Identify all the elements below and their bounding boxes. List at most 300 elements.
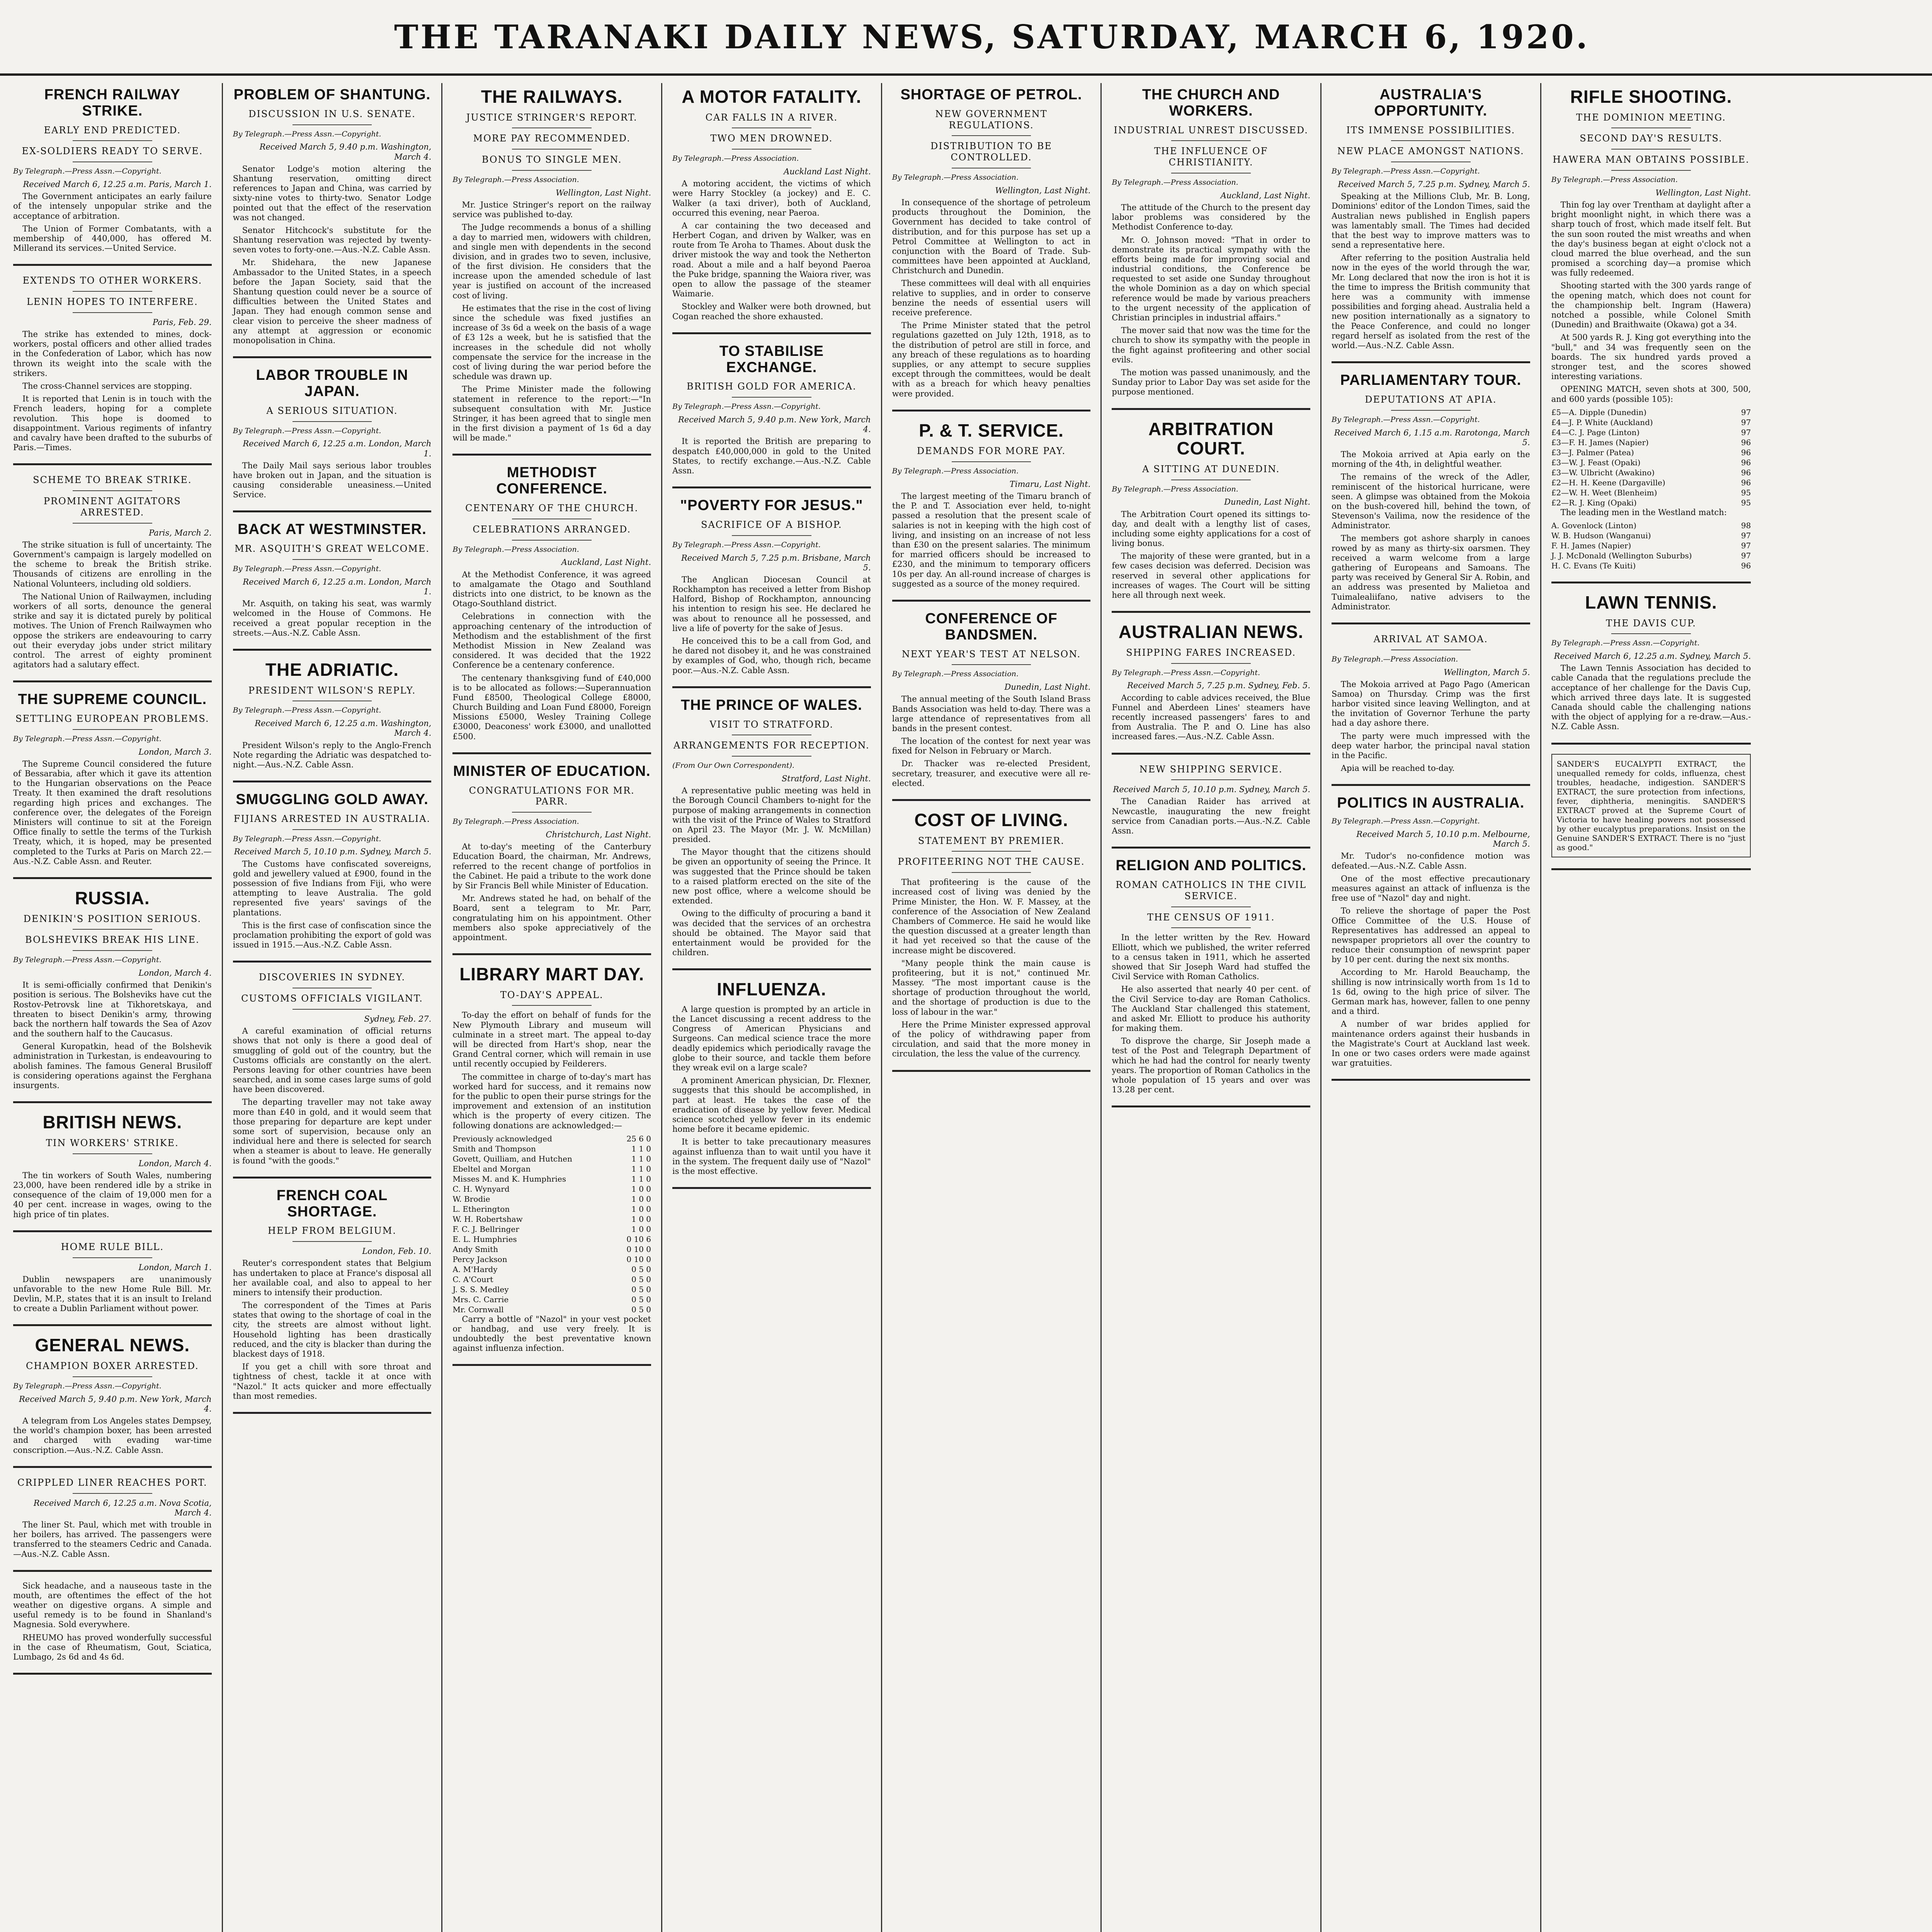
score: 96	[1741, 457, 1751, 467]
section-divider	[1551, 582, 1751, 583]
divider-rule	[512, 170, 591, 171]
article-byline: By Telegraph.—Press Assn.—Copyright.	[233, 565, 381, 573]
article-paragraph: President Wilson's reply to the Anglo-French Note regarding the Adriatic was despatched to-night.—Aus.-N.Z. Cable Assn.	[233, 740, 432, 769]
article-paragraph: The tin workers of South Wales, numbering 23,000, have been rendered idle by a strike in consequence of the claim of 19,000 men for a 40 per cent. increase in wages, owing to the high price of tin plates.	[13, 1170, 212, 1219]
article-subheading: CHAMPION BOXER ARRESTED.	[26, 1361, 199, 1372]
section-divider	[892, 600, 1091, 602]
article-paragraph: One of the most effective precautionary measures against an attack of influenza is the free use of "Nazol" day and night.	[1332, 874, 1530, 903]
article-subheading: THE CENSUS OF 1911.	[1147, 912, 1275, 923]
donor-name: Mr. Cornwall	[452, 1304, 504, 1314]
article-headline: RIFLE SHOOTING.	[1570, 87, 1732, 107]
article-headline: SHORTAGE OF PETROL.	[900, 87, 1082, 103]
section-divider	[1332, 622, 1530, 624]
article-headline: THE ADRIATIC.	[265, 659, 399, 680]
article-byline: By Telegraph.—Press Assn.—Copyright.	[233, 834, 381, 843]
donation-amount: 1 1 0	[631, 1154, 651, 1163]
news-column	[882, 83, 1102, 1932]
article	[13, 275, 212, 452]
article	[452, 764, 651, 942]
table-row	[452, 1254, 651, 1264]
divider-rule	[73, 140, 152, 141]
section-divider	[672, 332, 871, 334]
section-divider	[1112, 611, 1310, 613]
article-subheading: TO-DAY'S APPEAL.	[500, 989, 604, 1000]
article-subheading: SCHEME TO BREAK STRIKE.	[33, 474, 192, 486]
table-row	[452, 1244, 651, 1254]
table-row	[1551, 551, 1751, 561]
article-dateline: Dunedin, Last Night.	[1004, 682, 1091, 692]
score: 97	[1741, 531, 1751, 540]
divider-rule	[73, 729, 152, 730]
score: 96	[1741, 437, 1751, 447]
table-row	[452, 1164, 651, 1174]
article-subheading: BOLSHEVIKS BREAK HIS LINE.	[25, 934, 200, 946]
article-paragraph: Speaking at the Millions Club, Mr. B. Long, Dominions' editor of the London Times, said the Australian news published in English papers was lamentably small. The Times had decided that the best way to improve matters was to send a representative here.	[1332, 192, 1530, 250]
results-table	[1551, 407, 1751, 508]
article-subheading: DENIKIN'S POSITION SERIOUS.	[23, 913, 202, 924]
article-paragraph: The Prime Minister stated that the petrol regulations gazetted on July 12th, 1918, as to the distribution of petrol are still in force, and any breach of these regulations as to hoarding supplies, or any attempt to secure supplies except through the committees, would be dealt with as a breach for which heavy penalties were provided.	[892, 321, 1091, 398]
article-byline: By Telegraph.—Press Association.	[1112, 178, 1238, 187]
article-paragraph: Senator Lodge's motion altering the Shantung reservation, omitting direct references to Japan and China, was carried by sixty-nine votes to thirty-two. Senator Lodge pointed out that the effect of the reservation was not changed.	[233, 164, 432, 222]
prize-winner: £4—C. J. Page (Linton)	[1551, 427, 1640, 437]
section-divider	[233, 1177, 432, 1179]
article-paragraph: A telegram from Los Angeles states Dempsey, the world's champion boxer, has been arrested and charged with evading war-time conscription.—Aus.-N.Z. Cable Assn.	[13, 1416, 212, 1455]
score: 96	[1741, 447, 1751, 457]
article-paragraph: It is reported the British are preparing to despatch £40,000,000 in gold to the United States, to rectify exchange.—Aus.-N.Z. Cable Assn.	[672, 437, 871, 475]
article-paragraph: The annual meeting of the South Island Brass Bands Association was held to-day. There was a large attendance of representatives from all bands in the present contest.	[892, 694, 1091, 733]
article-headline: INFLUENZA.	[717, 979, 827, 1000]
article-paragraph: The departing traveller may not take away more than £40 in gold, and it would seem that those preparing for departure are kept under some sort of supervision, because only an individual here and there is selected for search when a steamer is about to leave. He generally is found "with the goods."	[233, 1097, 432, 1165]
section-divider	[892, 1070, 1091, 1072]
section-divider	[1551, 743, 1751, 745]
article	[1112, 622, 1310, 742]
article-subheading: HELP FROM BELGIUM.	[268, 1225, 396, 1236]
article	[13, 1242, 212, 1314]
article-dateline: Received March 5, 9.40 p.m. Washington, March 4.	[259, 142, 432, 162]
table-row	[452, 1154, 651, 1164]
table-row	[452, 1234, 651, 1244]
divider-rule	[1171, 779, 1250, 780]
table-row	[1551, 468, 1751, 478]
article-paragraph: A prominent American physician, Dr. Flexner, suggests that this should be accomplished, in part at least. He takes the case of the eradication of disease by yellow fever. Medical science scotched yellow fever in its endemic home before it became epidemic.	[672, 1076, 871, 1134]
article	[672, 498, 871, 675]
article-paragraph: That profiteering is the cause of the increased cost of living was denied by the Prime Minister, the Hon. W. F. Massey, at the conference of the Association of New Zealand Chambers of Commerce. He said he would like the question discussed at a greater length than it had yet received so that the cause of the increase might be discovered.	[892, 878, 1091, 955]
donor-name: L. Etherington	[452, 1204, 510, 1214]
section-divider	[892, 410, 1091, 412]
article-paragraph: The mover said that now was the time for the church to show its sympathy with the people in the fight against profiteering and other social evils.	[1112, 326, 1310, 364]
article-paragraph: At 500 yards R. J. King got everything into the "bull," and 34 was frequently seen on the boards. The six hundred yards proved a stronger test, and the scores showed interesting variations.	[1551, 333, 1751, 381]
article-headline: AUSTRALIA'S OPPORTUNITY.	[1374, 87, 1488, 119]
donation-amount: 1 0 0	[631, 1224, 651, 1234]
article-subheading: HAWERA MAN OBTAINS POSSIBLE.	[1553, 154, 1750, 165]
section-divider	[1332, 784, 1530, 786]
article	[892, 611, 1091, 788]
article-paragraph: The Mayor thought that the citizens should be given an opportunity of seeing the Prince. It was suggested that the Prince should be taken to a raised platform erected on the site of the new post office, where a welcome should be extended.	[672, 847, 871, 906]
donation-amount: 0 5 0	[631, 1284, 651, 1294]
article-headline: RELIGION AND POLITICS.	[1116, 857, 1306, 874]
article-paragraph: This is the first case of confiscation since the proclamation prohibiting the export of gold was issued in 1915.—Aus.-N.Z. Cable Assn.	[233, 920, 432, 950]
article-byline: By Telegraph.—Press Assn.—Copyright.	[1332, 817, 1480, 826]
article-dateline: Received March 5, 7.25 p.m. Sydney, Feb. 5.	[1127, 681, 1310, 690]
article-dateline: Christchurch, Last Night.	[546, 830, 651, 840]
prize-winner: £3—W. Ulbricht (Awakino)	[1551, 468, 1655, 477]
article-paragraph: The Customs have confiscated sovereigns, gold and jewellery valued at £900, found in the possession of five Indians from Fiji, who were attempting to leave Australia. The gold represented five years' savings of the plantations.	[233, 859, 432, 917]
donation-amount: 0 5 0	[631, 1264, 651, 1274]
leading-table	[1551, 520, 1751, 571]
table-row	[452, 1144, 651, 1154]
article-paragraph: Mr. O. Johnson moved: "That in order to demonstrate its practical sympathy with the efforts being made for improving social and industrial conditions, the Conference be requested to set aside one Sunday throughout the whole Dominion as a day on which special reference would be made by various preachers to the urgent necessity of the application of Christian principles in industrial affairs."	[1112, 235, 1310, 323]
article-paragraph: The majority of these were granted, but in a few cases decision was deferred. Decision was reserved in several other applications for increases of wages. The Court will be sitting here all through next week.	[1112, 551, 1310, 600]
article-byline: By Telegraph.—Press Assn.—Copyright.	[13, 1381, 162, 1390]
article-byline: By Telegraph.—Press Assn.—Copyright.	[672, 540, 821, 549]
article-subheading: HOME RULE BILL.	[61, 1241, 164, 1252]
article-paragraph: The strike situation is full of uncertainty. The Government's campaign is largely modelled on the scheme to break the British strike. Thousands of citizens are enrolling in the National Volunteers, including old soldiers.	[13, 540, 212, 588]
article	[1551, 754, 1751, 857]
donor-name: A. M'Hardy	[452, 1264, 498, 1274]
section-divider	[672, 486, 871, 488]
divider-rule	[512, 540, 591, 541]
article-headline: A MOTOR FATALITY.	[682, 87, 862, 107]
article-dateline: Stratford, Last Night.	[782, 774, 871, 783]
news-column	[442, 83, 662, 1932]
article-dateline: Received March 5, 9.40 p.m. New York, March 4.	[678, 415, 871, 434]
article-paragraph: It is reported that Lenin is in touch with the French leaders, hoping for a complete revolution. This hope is doomed to disappointment. Various regiments of infantry and cavalry have been drafted to the suburbs of Paris.—Times.	[13, 394, 212, 452]
section-divider	[1112, 847, 1310, 849]
article-paragraph: The correspondent of the Times at Paris states that owing to the shortage of coal in the city, the streets are almost without light. Household lighting has been drastically reduced, and the city is blacker than during the blackest days of 1918.	[233, 1301, 432, 1359]
article-subheading: NEW GOVERNMENT REGULATIONS.	[935, 108, 1048, 131]
article-paragraph: The Arbitration Court opened its sittings to-day, and dealt with a lengthy list of cases, including some eighty applications for a cost of living bonus.	[1112, 509, 1310, 548]
article-subheading: BRITISH GOLD FOR AMERICA.	[686, 381, 857, 392]
table-row	[452, 1224, 651, 1234]
article	[233, 87, 432, 345]
divider-rule	[73, 950, 152, 951]
article-dateline: London, March 1.	[138, 1262, 212, 1272]
article-subheading: ITS IMMENSE POSSIBILITIES.	[1346, 124, 1515, 136]
table-row	[452, 1214, 651, 1224]
score: 95	[1741, 498, 1751, 507]
donor-name: W. Brodie	[452, 1194, 490, 1204]
article-paragraph: Dr. Thacker was re-elected President, secretary, treasurer, and executive were all re-elected.	[892, 759, 1091, 788]
article	[672, 980, 871, 1176]
article	[13, 474, 212, 670]
section-divider	[233, 510, 432, 512]
prize-winner: £2—H. H. Keene (Dargaville)	[1551, 478, 1665, 487]
article-dateline: Received March 5, 9.40 p.m. New York, March 4.	[19, 1394, 212, 1413]
article-paragraph: The party were much impressed with the deep water harbor, the principal naval station in the Pacific.	[1332, 731, 1530, 760]
article-dateline: Wellington, March 5.	[1444, 667, 1530, 677]
shooter-name: J. J. McDonald (Wellington Suburbs)	[1551, 551, 1692, 560]
article-byline: By Telegraph.—Press Association.	[452, 545, 579, 554]
article-subheading: THE INFLUENCE OF CHRISTIANITY.	[1154, 146, 1268, 168]
article-paragraph: Celebrations in connection with the approaching centenary of the introduction of Methodism and the establishment of the first Methodist Mission in New Zealand was considered. It was decided that the 1922 Conference be a centenary conference.	[452, 612, 651, 670]
section-divider	[1112, 753, 1310, 755]
donor-name: Percy Jackson	[452, 1254, 507, 1264]
divider-rule	[73, 929, 152, 930]
advertisement: SANDER'S EUCALYPTI EXTRACT, the unequalled remedy for colds, influenza, chest troubles, headache, indigestion. SANDER'S EXTRACT, the sure protection from infections, fever, diphtheria, meningitis. SANDER'S EXTRACT proved at the Supreme Court of Victoria to have healing powers not possessed by other eucalyptus preparations. Insist on the Genuine SANDER'S EXTRACT. There is no "just as good."	[1551, 754, 1751, 857]
article-paragraph: Here the Prime Minister expressed approval of the policy of withdrawing paper from circulation, and said that the more money in circulation, the less the value of the currency.	[892, 1020, 1091, 1059]
article	[1551, 87, 1751, 571]
article-subheading: CONGRATULATIONS FOR MR. PARR.	[469, 785, 635, 807]
divider-rule	[1391, 410, 1470, 411]
article-subheading: INDUSTRIAL UNREST DISCUSSED.	[1114, 124, 1308, 136]
divider-rule	[73, 490, 152, 491]
article-headline: COST OF LIVING.	[914, 810, 1068, 830]
score: 97	[1741, 551, 1751, 560]
article-paragraph: A large question is prompted by an article in the Lancet discussing a recent address to the Congress of American Physicians and Surgeons. Can medical science trace the more deadly epidemics which periodically ravage the globe to their source, and tackle them before they wreak evil on a large scale?	[672, 1004, 871, 1073]
score: 97	[1741, 407, 1751, 417]
divider-rule	[293, 1009, 372, 1010]
article-byline: By Telegraph.—Press Association.	[452, 817, 579, 826]
section-divider	[13, 877, 212, 879]
article-paragraph: If you get a chill with sore throat and tightness of chest, tackle it at once with "Nazol." It acts quicker and more effectually than most remedies.	[233, 1362, 432, 1401]
article-paragraph: It is semi-officially confirmed that Denikin's position is serious. The Bolsheviks have cut the Rostov-Petrovsk line at Tikhoretskaya, and threaten to bisect Denikin's army, throwing back the northern half towards the Sea of Azov and the southern half to the Caucasus.	[13, 980, 212, 1039]
article	[13, 87, 212, 253]
article-subheading: ARRIVAL AT SAMOA.	[1373, 633, 1488, 645]
score: 98	[1741, 520, 1751, 530]
section-divider	[672, 686, 871, 688]
divider-rule	[1171, 663, 1250, 664]
article-paragraph: He conceived this to be a call from God, and he dared not disobey it, and he was constrained by examples of God, who, though rich, became poor.—Aus.-N.Z. Cable Assn.	[672, 636, 871, 675]
table-row	[1551, 427, 1751, 437]
article-paragraph: The motion was passed unanimously, and the Sunday prior to Labor Day was set aside for the purpose mentioned.	[1112, 367, 1310, 397]
divider-rule	[1391, 140, 1470, 141]
article-paragraph: Apia will be reached to-day.	[1341, 764, 1455, 773]
article-byline: By Telegraph.—Press Association.	[672, 154, 799, 163]
section-divider	[452, 1364, 651, 1366]
article-byline: By Telegraph.—Press Association.	[892, 467, 1019, 476]
article-byline: By Telegraph.—Press Assn.—Copyright.	[233, 426, 381, 435]
article-paragraph: Sick headache, and a nauseous taste in the mouth, are oftentimes the effect of the hot weather on digestive organs. A simple and useful remedy is to be found in Shanland's Magnesia. Sold everywhere.	[13, 1581, 212, 1629]
divider-rule	[1611, 149, 1691, 150]
donor-name: W. H. Robertshaw	[452, 1214, 523, 1224]
article	[892, 810, 1091, 1059]
section-divider	[233, 649, 432, 651]
article-byline: By Telegraph.—Press Assn.—Copyright.	[1332, 415, 1480, 424]
divider-rule	[293, 1241, 372, 1242]
article-headline: TO STABILISE EXCHANGE.	[719, 343, 824, 376]
donation-amount: 0 10 6	[626, 1234, 651, 1244]
article-headline: MINISTER OF EDUCATION.	[453, 763, 651, 779]
section-divider	[233, 1412, 432, 1414]
article-paragraph: Mr. Andrews stated he had, on behalf of the Board, sent a telegram to Mr. Parr, congratulating him on his appointment. Other members also spoke appreciatively of the appointment.	[452, 894, 651, 942]
article-dateline: Received March 6, 1.15 a.m. Rarotonga, March 5.	[1334, 428, 1530, 447]
article-headline: PARLIAMENTARY TOUR.	[1340, 372, 1522, 389]
article-subheading: NEXT YEAR'S TEST AT NELSON.	[901, 648, 1081, 660]
article-subheading: ARRANGEMENTS FOR RECEPTION.	[673, 740, 870, 751]
score: 96	[1741, 561, 1751, 570]
article-paragraph: A car containing the two deceased and Herbert Cogan, and driven by Walker, was en route from Te Aroha to Thames. About dusk the driver mistook the way and took the Netherton road. About a mile and a half beyond Paeroa the Puke bridge, spanning the Waiora river, was open to allow the passage of the steamer Waimarie.	[672, 221, 871, 299]
section-divider	[13, 1466, 212, 1468]
article-subheading: FIJIANS ARRESTED IN AUSTRALIA.	[233, 813, 431, 824]
table-row	[452, 1134, 651, 1144]
table-row	[1551, 541, 1751, 551]
article-paragraph: The strike has extended to mines, dock-workers, postal officers and other allied trades in the Confederation of Labor, which has now thrown its weight into the scale with the strikers.	[13, 330, 212, 378]
article-paragraph: He estimates that the rise in the cost of living since the schedule was fixed justifies an increase of 3s 6d a week on the basis of a wage of £3 12s a week, but he is satisfied that the increases in the schedule did not wholly compensate the service for the increase in the cost of living during the war period before the schedule was drawn up.	[452, 303, 651, 381]
donation-amount: 0 10 0	[626, 1254, 651, 1264]
article-paragraph: The cross-Channel services are stopping.	[22, 381, 192, 391]
shooter-name: A. Govenlock (Linton)	[1551, 520, 1637, 530]
article-byline: By Telegraph.—Press Association.	[892, 173, 1019, 182]
article-headline: FRENCH RAILWAY STRIKE.	[44, 87, 181, 119]
article-paragraph: Thin fog lay over Trentham at daylight after a bright moonlight night, in which there was a sharp touch of frost, which made itself felt. But the sun soon routed the mist wreaths and when the day's business began at eight o'clock not a cloud marred the blue overhead, and the sun promised a scorching day—a promise which was fully redeemed.	[1551, 200, 1751, 278]
article-dateline: London, Feb. 10.	[362, 1247, 432, 1256]
article	[233, 792, 432, 950]
article-dateline: London, March 4.	[138, 968, 212, 978]
article-dateline: Timaru, Last Night.	[1009, 479, 1091, 489]
article-paragraph: After referring to the position Australia held now in the eyes of the world through the war, Mr. Long declared that now the iron is hot it is the time to impress the British community that here was a community with immense possibilities and forging ahead. Australia held a new position internationally as a signatory to the Peace Conference, and could no longer regard herself as isolated from the rest of the world.—Aus.-N.Z. Cable Assn.	[1332, 253, 1530, 350]
article-paragraph: He also asserted that nearly 40 per cent. of the Civil Service to-day are Roman Catholics. The Auckland Star challenged this statement, and asked Mr. Elliott to produce his authority for making them.	[1112, 985, 1310, 1033]
article-headline: FRENCH COAL SHORTAGE.	[276, 1187, 388, 1220]
donation-amount: 1 1 0	[631, 1174, 651, 1184]
prize-winner: £3—F. H. James (Napier)	[1551, 437, 1649, 447]
article-byline: By Telegraph.—Press Association.	[1332, 655, 1458, 663]
article-paragraph: Stockley and Walker were both drowned, but Cogan reached the shore exhausted.	[672, 302, 871, 321]
donor-name: E. L. Humphries	[452, 1234, 517, 1244]
table-row	[452, 1184, 651, 1194]
article	[1551, 593, 1751, 732]
article	[452, 465, 651, 741]
donation-amount: 0 5 0	[631, 1304, 651, 1314]
article-paragraph: The liner St. Paul, which met with trouble in her boilers, has arrived. The passengers were transferred to the steamers Cedric and Canada.—Aus.-N.Z. Cable Assn.	[13, 1520, 212, 1559]
article-headline: METHODIST CONFERENCE.	[496, 464, 607, 497]
article	[892, 421, 1091, 589]
score: 95	[1741, 488, 1751, 497]
divider-rule	[512, 149, 591, 150]
article	[1112, 87, 1310, 397]
article-subheading: VISIT TO STRATFORD.	[709, 719, 834, 730]
donor-name: Mrs. C. Carrie	[452, 1294, 509, 1304]
article-subheading: DISCUSSION IN U.S. SENATE.	[248, 108, 416, 119]
section-divider	[672, 968, 871, 970]
article	[1332, 795, 1530, 1068]
article-byline: By Telegraph.—Press Association.	[1112, 485, 1238, 493]
donor-name: Previously acknowledged	[452, 1134, 552, 1143]
article	[233, 522, 432, 638]
article-paragraph: Shooting started with the 300 yards range of the opening match, which does not count for the championship belt. Ingram (Hawera) notched a possible, while Colonel Smith (Dunedin) and Braithwaite (Okawa) got a 34.	[1551, 281, 1751, 330]
newspaper-title: THE TARANAKI DAILY NEWS, SATURDAY, MARCH 6, 1920.	[394, 17, 1590, 56]
article	[233, 367, 432, 500]
section-divider	[452, 752, 651, 754]
news-column	[1102, 83, 1321, 1932]
donation-amount: 0 5 0	[631, 1294, 651, 1304]
score: 96	[1741, 468, 1751, 477]
article-byline: By Telegraph.—Press Assn.—Copyright.	[1332, 167, 1480, 176]
article-paragraph: The Mokoia arrived at Apia early on the morning of the 4th, in delightful weather.	[1332, 449, 1530, 469]
section-divider	[1112, 408, 1310, 410]
results-heading: The leading men in the Westland match:	[1560, 507, 1727, 517]
news-column	[3, 83, 223, 1932]
results-heading: OPENING MATCH, seven shots at 300, 500, and 600 yards (possible 105):	[1551, 384, 1751, 404]
donor-name: C. H. Wynyard	[452, 1184, 510, 1194]
article-subheading: LENIN HOPES TO INTERFERE.	[26, 296, 198, 308]
article-dateline: Received March 6, 12.25 a.m. Washington, March 4.	[255, 719, 432, 738]
article	[1112, 764, 1310, 836]
article-byline: By Telegraph.—Press Association.	[892, 670, 1019, 679]
article-subheading: PRESIDENT WILSON'S REPLY.	[248, 685, 416, 696]
article-paragraph: Senator Hitchcock's substitute for the Shantung reservation was rejected by twenty-seven votes to forty-one.—Aus.-N.Z. Cable Assn.	[233, 225, 432, 255]
table-row	[452, 1304, 651, 1315]
article-paragraph: The members got ashore sharply in canoes rowed by as many as thirty-six oarsmen. They received a warm welcome from a large gathering of Europeans and Samoans. The party was received by General Sir A. Robin, and an address was presented by Malietoa and Tuimalealiifano, native advisers to the Administrator.	[1332, 534, 1530, 611]
divider-rule	[73, 1376, 152, 1377]
divider-rule	[73, 291, 152, 292]
article	[672, 87, 871, 321]
donation-amount: 1 0 0	[631, 1194, 651, 1204]
article-subheading: CENTENARY OF THE CHURCH.	[465, 503, 639, 514]
article	[672, 344, 871, 476]
article-paragraph: In the letter written by the Rev. Howard Elliott, which we published, the writer referred to a census taken in 1911, which he asserted showed that Sir Joseph Ward had stuffed the Civil Service with Roman Catholics.	[1112, 933, 1310, 981]
article-paragraph: Owing to the difficulty of procuring a band it was decided that the services of an orchestra should be obtained. The Mayor said that entertainment would be provided for the children.	[672, 909, 871, 957]
article-subheading: EARLY END PREDICTED.	[44, 124, 181, 136]
article-paragraph: The Union of Former Combatants, with a membership of 440,000, has offered M. Millerand its services.—United Service.	[13, 224, 212, 253]
news-column	[1541, 83, 1761, 1932]
article-dateline: Received March 5, 7.25 p.m. Sydney, March 5.	[1338, 179, 1530, 189]
section-divider	[1551, 868, 1751, 870]
article-subheading: TWO MEN DROWNED.	[710, 133, 833, 144]
article-subheading: SETTLING EUROPEAN PROBLEMS.	[15, 713, 209, 724]
article-paragraph: Mr. Tudor's no-confidence motion was defeated.—Aus.-N.Z. Cable Assn.	[1332, 851, 1530, 871]
article-subheading: CRIPPLED LINER REACHES PORT.	[17, 1477, 207, 1488]
donor-name: Misses M. and K. Humphries	[452, 1174, 566, 1184]
divider-rule	[952, 872, 1031, 873]
article	[892, 87, 1091, 399]
table-row	[452, 1204, 651, 1214]
article-subheading: A SERIOUS SITUATION.	[266, 405, 398, 416]
prize-winner: £5—A. Dipple (Dunedin)	[1551, 407, 1647, 417]
donation-amount: 1 1 0	[631, 1164, 651, 1173]
article-dateline: London, March 3.	[138, 747, 212, 757]
article	[13, 1112, 212, 1219]
article-paragraph: At the Methodist Conference, it was agreed to amalgamate the Otago and Southland districts into one district, to be known as the Otago-Southland district.	[452, 570, 651, 609]
article-dateline: Auckland, Last Night.	[561, 558, 651, 567]
article-byline: By Telegraph.—Press Assn.—Copyright.	[233, 129, 381, 138]
article	[233, 1188, 432, 1401]
section-divider	[13, 1324, 212, 1326]
table-row	[452, 1294, 651, 1304]
newspaper-columns	[3, 83, 1932, 1932]
donor-name: Govett, Quilliam, and Hutchen	[452, 1154, 572, 1163]
article-paragraph: These committees will deal with all enquiries relative to supplies, and in order to conserve benzine the needs of essential users will receive preference.	[892, 279, 1091, 318]
article-dateline: Wellington, Last Night.	[556, 188, 651, 197]
donation-amount: 0 5 0	[631, 1274, 651, 1284]
article-dateline: Received March 6, 12.25 a.m. Nova Scotia, March 4.	[33, 1498, 212, 1517]
article-paragraph: "Many people think the main cause is profiteering, but it is not," continued Mr. Massey. "The most important cause is the shortage of production throughout the world, and the shortage of production is due to the loss of labour in the war."	[892, 958, 1091, 1017]
masthead	[0, 0, 1932, 76]
article	[1332, 634, 1530, 773]
article-paragraph: The Prime Minister made the following statement in reference to the report:—"In subsequent consultation with Mr. Justice Stringer, it has been agreed that to single men in the first division a payment of 1s 6d a day will be made."	[452, 384, 651, 443]
article-paragraph: The Anglican Diocesan Council at Rockhampton has received a letter from Bishop Halford, Bishop of Rockhampton, announcing his intention to resign his see. He declared he was about to renounce all he possessed, and live a life of poverty for the sake of Jesus.	[672, 575, 871, 633]
article-dateline: Wellington, Last Night.	[995, 185, 1091, 195]
section-divider	[13, 1673, 212, 1675]
article-dateline: Received March 5, 7.25 p.m. Brisbane, March 5.	[681, 553, 871, 572]
article-paragraph: To relieve the shortage of paper the Post Office Committee of the U.S. House of Representatives has addressed an appeal to newspaper proprietors all over the country to reduce their consumption of newsprint paper by 10 per cent. during the next six months.	[1332, 906, 1530, 964]
article-byline: By Telegraph.—Press Assn.—Copyright.	[1551, 639, 1700, 648]
article-paragraph: The Daily Mail says serious labor troubles have broken out in Japan, and the situation is causing considerable uneasiness.—United Service.	[233, 461, 432, 500]
article-dateline: Received March 6, 12.25 a.m. Sydney, March 5.	[1554, 651, 1751, 661]
article-headline: POLITICS IN AUSTRALIA.	[1337, 795, 1525, 811]
article-byline: By Telegraph.—Press Assn.—Copyright.	[233, 706, 381, 715]
table-row	[1551, 417, 1751, 427]
article-dateline: Wellington, Last Night.	[1655, 188, 1751, 197]
table-row	[452, 1264, 651, 1274]
article	[1112, 419, 1310, 600]
divider-rule	[73, 312, 152, 313]
article-headline: THE SUPREME COUNCIL.	[18, 691, 207, 708]
article	[1112, 858, 1310, 1095]
article-paragraph: To-day the effort on behalf of funds for the New Plymouth Library and museum will culminate in a street mart. The appeal to-day will be directed from Hart's shop, near the Grand Central corner, which will remain in use until recently occupied by Feilderers.	[452, 1010, 651, 1069]
donation-amount: 1 0 0	[631, 1214, 651, 1224]
article-subheading: PROFITEERING NOT THE CAUSE.	[898, 856, 1085, 867]
article-subheading: TIN WORKERS' STRIKE.	[46, 1137, 179, 1148]
